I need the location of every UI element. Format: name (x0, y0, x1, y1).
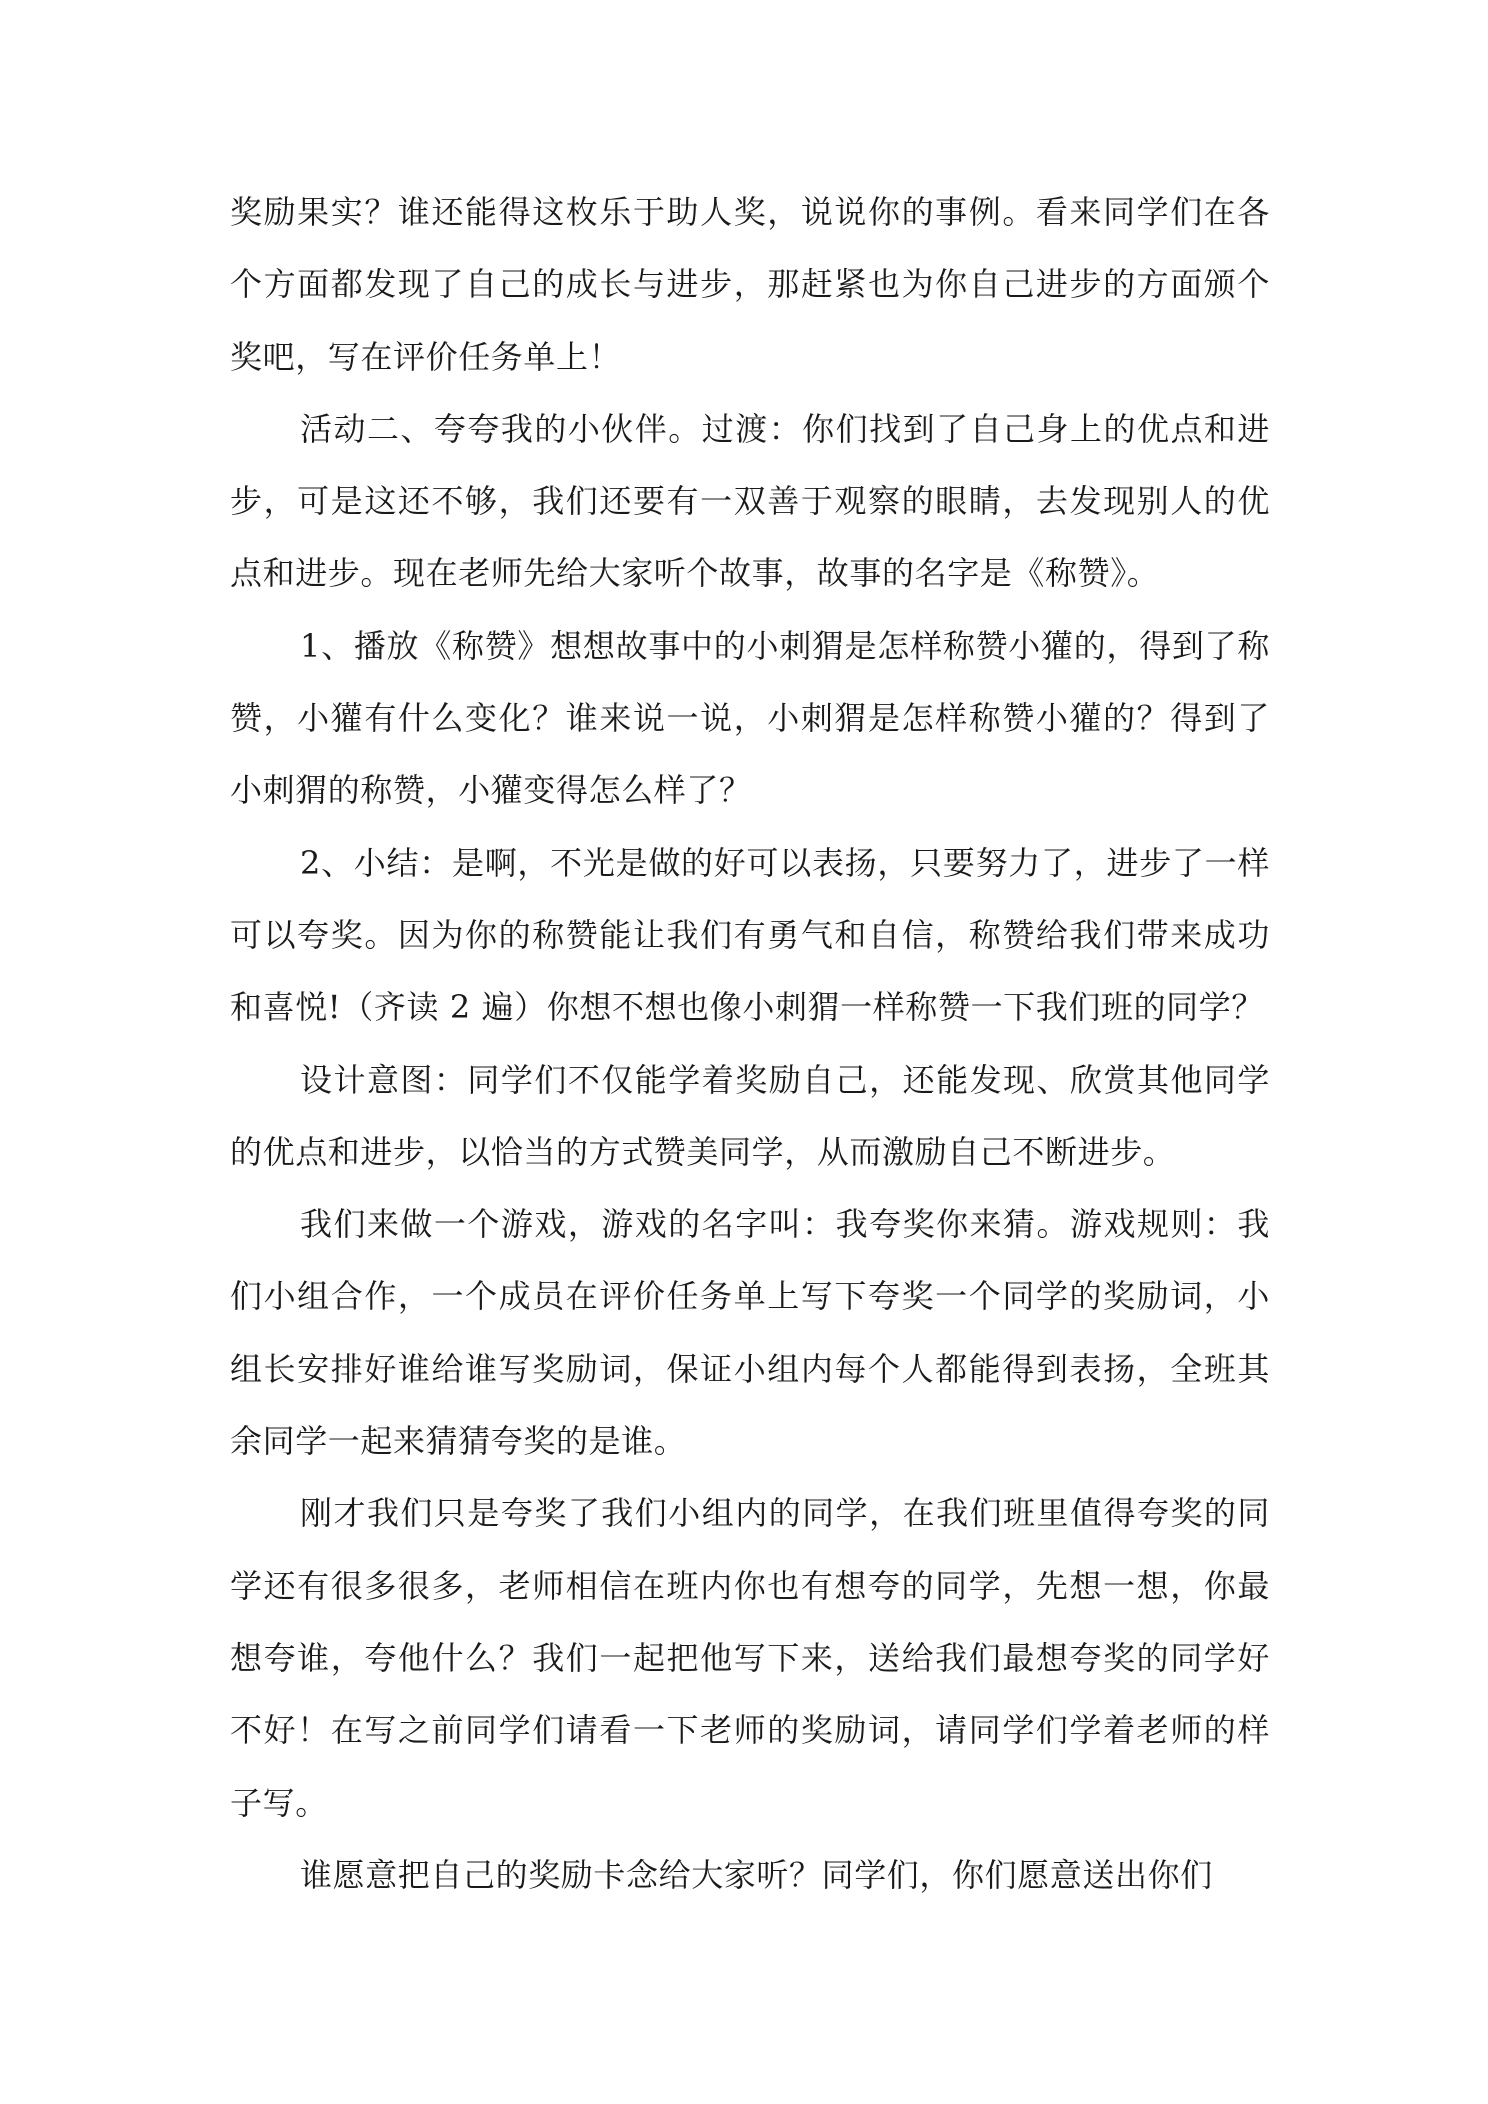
paragraph-3: 1、播放《称赞》想想故事中的小刺猬是怎样称赞小獾的，得到了称赞，小獾有什么变化？谁来说一说，小刺猬是怎样称赞小獾的？得到了小刺猬的称赞，小獾变得怎么样了？ (230, 626, 1270, 810)
paragraph-7: 刚才我们只是夸奖了我们小组内的同学，在我们班里值得夸奖的同学还有很多很多，老师相信在班内你也有想夸的同学，先想一想，你最想夸谁，夸他什么？我们一起把他写下来，送给我们最想夸奖的同学好不好！在写之前同学们请看一下老师的奖励词，请同学们学着老师的样子写。 (230, 1494, 1270, 1822)
paragraph-4: 2、小结：是啊，不光是做的好可以表扬，只要努力了，进步了一样可以夸奖。因为你的称赞能让我们有勇气和自信，称赞给我们带来成功和喜悦!（齐读 2 遍）你想不想也像小刺猬一样称赞一下我们班的同学？ (230, 843, 1270, 1027)
document-body (230, 176, 1270, 1911)
paragraph-8: 谁愿意把自己的奖励卡念给大家听？同学们，你们愿意送出你们 (300, 1855, 1213, 1894)
paragraph-2: 活动二、夸夸我的小伙伴。过渡：你们找到了自己身上的优点和进步，可是这还不够，我们还要有一双善于观察的眼睛，去发现别人的优点和进步。现在老师先给大家听个故事，故事的名字是《称赞》。 (230, 409, 1270, 593)
paragraph-5: 设计意图：同学们不仅能学着奖励自己，还能发现、欣赏其他同学的优点和进步，以恰当的方式赞美同学，从而激励自己不断进步。 (230, 1060, 1270, 1171)
paragraph-1: 奖励果实？谁还能得这枚乐于助人奖，说说你的事例。看来同学们在各个方面都发现了自己的成长与进步，那赶紧也为你自己进步的方面颁个奖吧，写在评价任务单上！ (230, 193, 1270, 376)
paragraph-6: 我们来做一个游戏，游戏的名字叫：我夸奖你来猜。游戏规则：我们小组合作，一个成员在评价任务单上写下夸奖一个同学的奖励词，小组长安排好谁给谁写奖励词，保证小组内每个人都能得到表扬，全班其余同学一起来猜猜夸奖的是谁。 (230, 1205, 1270, 1461)
